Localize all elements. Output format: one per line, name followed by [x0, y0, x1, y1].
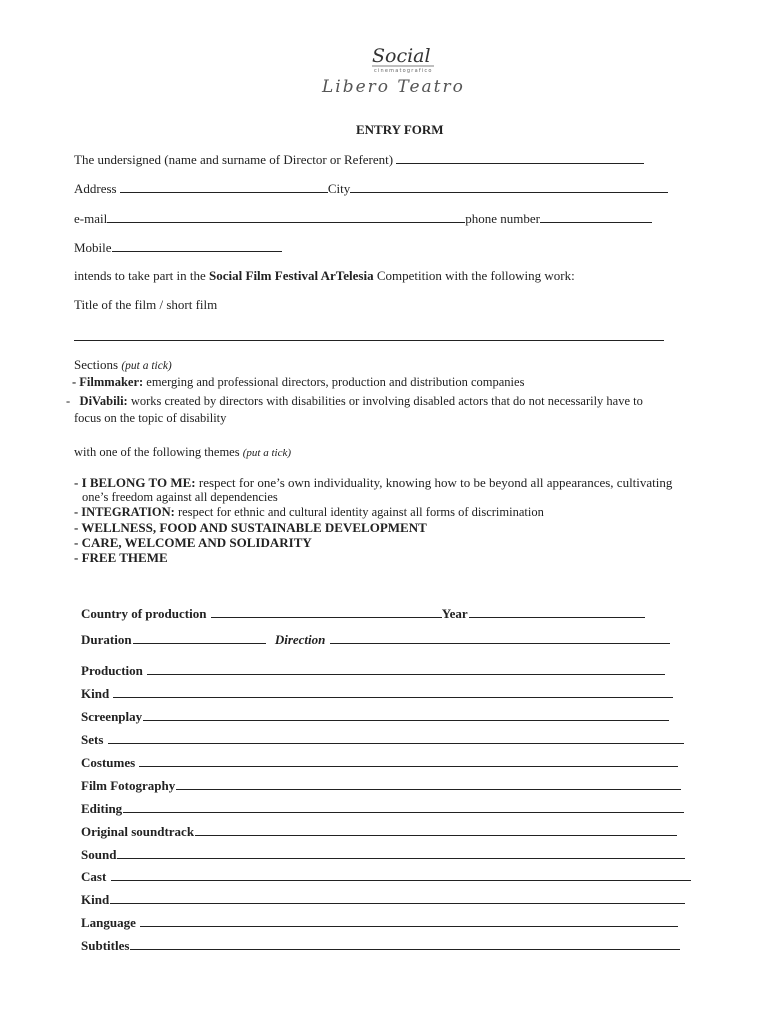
cast-row	[81, 868, 691, 885]
kind-label: Kind	[81, 686, 110, 701]
sets-label: Sets	[81, 732, 104, 747]
kind2-label: Kind	[81, 892, 110, 907]
year-field[interactable]	[469, 605, 645, 618]
mobile-label: Mobile	[74, 240, 112, 255]
theme-belong[interactable]	[74, 475, 672, 491]
intends-post: Competition with the following work:	[373, 268, 575, 283]
theme-integration[interactable]	[74, 505, 544, 520]
address-row	[74, 180, 668, 197]
film-photography-label: Film Fotography	[81, 778, 176, 793]
section-filmmaker[interactable]	[72, 375, 524, 390]
logo-text-sub: cinematografico	[374, 68, 433, 74]
sound-row	[81, 846, 685, 863]
direction-field[interactable]	[330, 631, 670, 644]
editing-field[interactable]	[123, 800, 684, 813]
city-field[interactable]	[350, 180, 668, 193]
soundtrack-field[interactable]	[195, 823, 677, 836]
intends-line	[74, 268, 575, 284]
phone-field[interactable]	[540, 210, 652, 223]
filmmaker-text: emerging and professional directors, production and distribution companies	[143, 375, 525, 389]
mobile-row	[74, 239, 282, 256]
editing-label: Editing	[81, 801, 123, 816]
country-row	[81, 605, 645, 622]
soundtrack-label: Original soundtrack	[81, 824, 195, 839]
costumes-label: Costumes	[81, 755, 136, 770]
themes-heading	[74, 445, 291, 460]
theme-wellness[interactable]: - WELLNESS, FOOD AND SUSTAINABLE DEVELOPMENT	[74, 520, 427, 535]
belong-text-cont: one’s freedom against all dependencies	[82, 490, 278, 504]
screenplay-row	[81, 708, 669, 725]
section-divabili[interactable]	[66, 394, 643, 409]
theme-care[interactable]: - CARE, WELCOME AND SOLIDARITY	[74, 535, 312, 550]
kind2-row	[81, 891, 685, 908]
duration-row	[81, 631, 670, 648]
language-label: Language	[81, 915, 136, 930]
divabili-text: works created by directors with disabilities or involving disabled actors that do not necessarily have to	[127, 394, 643, 408]
form-title: ENTRY FORM	[356, 122, 444, 137]
themes-label: with one of the following themes	[74, 445, 240, 459]
subtitles-field[interactable]	[130, 937, 680, 950]
integration-name: - INTEGRATION:	[74, 505, 175, 519]
kind2-field[interactable]	[110, 891, 685, 904]
themes-hint: (put a tick)	[242, 447, 291, 459]
festival-logo	[316, 40, 488, 98]
costumes-row	[81, 754, 678, 771]
city-label: City	[327, 181, 351, 196]
sets-field[interactable]	[108, 731, 684, 744]
sections-label: Sections	[74, 357, 119, 372]
address-label: Address	[74, 181, 117, 196]
film-photography-row	[81, 777, 681, 794]
logo-graphic	[316, 40, 488, 98]
intends-pre: intends to take part in the	[74, 268, 210, 283]
editing-row	[81, 800, 684, 817]
logo-text-social: Social	[372, 45, 431, 67]
language-field[interactable]	[140, 914, 678, 927]
cast-field[interactable]	[111, 868, 691, 881]
screenplay-label: Screenplay	[81, 709, 143, 724]
address-field[interactable]	[120, 180, 328, 193]
belong-text: respect for one’s own individuality, knowing how to be beyond all appearances, cultivating	[195, 475, 673, 490]
festival-name: Social Film Festival ArTelesia	[209, 268, 374, 283]
language-row	[81, 914, 678, 931]
sections-hint: (put a tick)	[121, 360, 172, 372]
country-field[interactable]	[211, 605, 442, 618]
email-field[interactable]	[107, 210, 465, 223]
cast-label: Cast	[81, 869, 107, 884]
duration-label: Duration	[81, 632, 132, 647]
subtitles-label: Subtitles	[81, 938, 130, 953]
film-title-label: Title of the film / short film	[74, 297, 218, 312]
undersigned-label: The undersigned (name and surname of Director or Referent)	[74, 152, 394, 167]
email-row	[74, 210, 652, 227]
screenplay-field[interactable]	[143, 708, 669, 721]
belong-name: - I BELONG TO ME:	[74, 475, 196, 490]
divabili-name: DiVabili:	[79, 394, 128, 408]
sections-heading	[74, 357, 172, 373]
kind-field[interactable]	[113, 685, 673, 698]
production-label: Production	[81, 663, 143, 678]
subtitles-row	[81, 937, 680, 954]
soundtrack-row	[81, 823, 677, 840]
email-label: e-mail	[74, 211, 108, 226]
duration-field[interactable]	[133, 631, 266, 644]
sound-label: Sound	[81, 847, 117, 862]
year-label: Year	[441, 606, 468, 621]
sound-field[interactable]	[117, 846, 685, 859]
mobile-field[interactable]	[112, 239, 282, 252]
film-photography-field[interactable]	[176, 777, 681, 790]
production-row	[81, 662, 665, 679]
divabili-text-cont: focus on the topic of disability	[74, 411, 227, 425]
logo-text-teatro: Libero Teatro	[322, 77, 465, 97]
undersigned-field[interactable]	[396, 151, 644, 164]
production-field[interactable]	[147, 662, 665, 675]
theme-free[interactable]: - FREE THEME	[74, 550, 168, 565]
integration-text: respect for ethnic and cultural identity against all forms of discrimination	[174, 505, 544, 519]
undersigned-row	[74, 151, 644, 168]
film-title-field[interactable]	[74, 328, 664, 341]
filmmaker-name: - Filmmaker:	[72, 375, 144, 389]
sets-row	[81, 731, 684, 748]
costumes-field[interactable]	[139, 754, 678, 767]
phone-label: phone number	[465, 211, 540, 226]
direction-label: Direction	[274, 632, 326, 647]
divabili-dash: -	[66, 394, 71, 408]
country-label: Country of production	[81, 606, 207, 621]
kind-row	[81, 685, 673, 702]
